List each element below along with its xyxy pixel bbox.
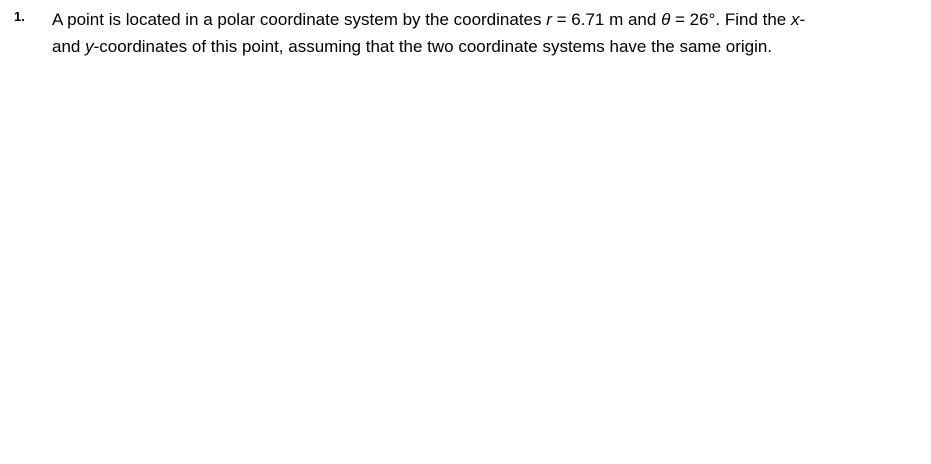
line1-part-4: -: [799, 10, 806, 29]
line1-part-2: = 6.71 m and: [551, 10, 662, 29]
line2-part-2: -coordinates of this point, assuming that the two coordinate systems have the same origin.: [93, 37, 773, 56]
line1-part-3: = 26°. Find the: [670, 10, 791, 29]
line1-part-1: A point is located in a polar coordinate system by the coordinates: [52, 10, 547, 29]
var-theta: θ: [661, 10, 671, 29]
var-r: r: [546, 10, 552, 29]
var-y: y: [85, 37, 94, 56]
var-x: x: [790, 10, 800, 29]
problem-number: 1.: [14, 9, 25, 24]
problem-text-line-1: [52, 6, 914, 33]
problem-text: [52, 6, 914, 60]
line2-part-1: and: [52, 37, 86, 56]
problem-text-line-2: [52, 33, 914, 60]
